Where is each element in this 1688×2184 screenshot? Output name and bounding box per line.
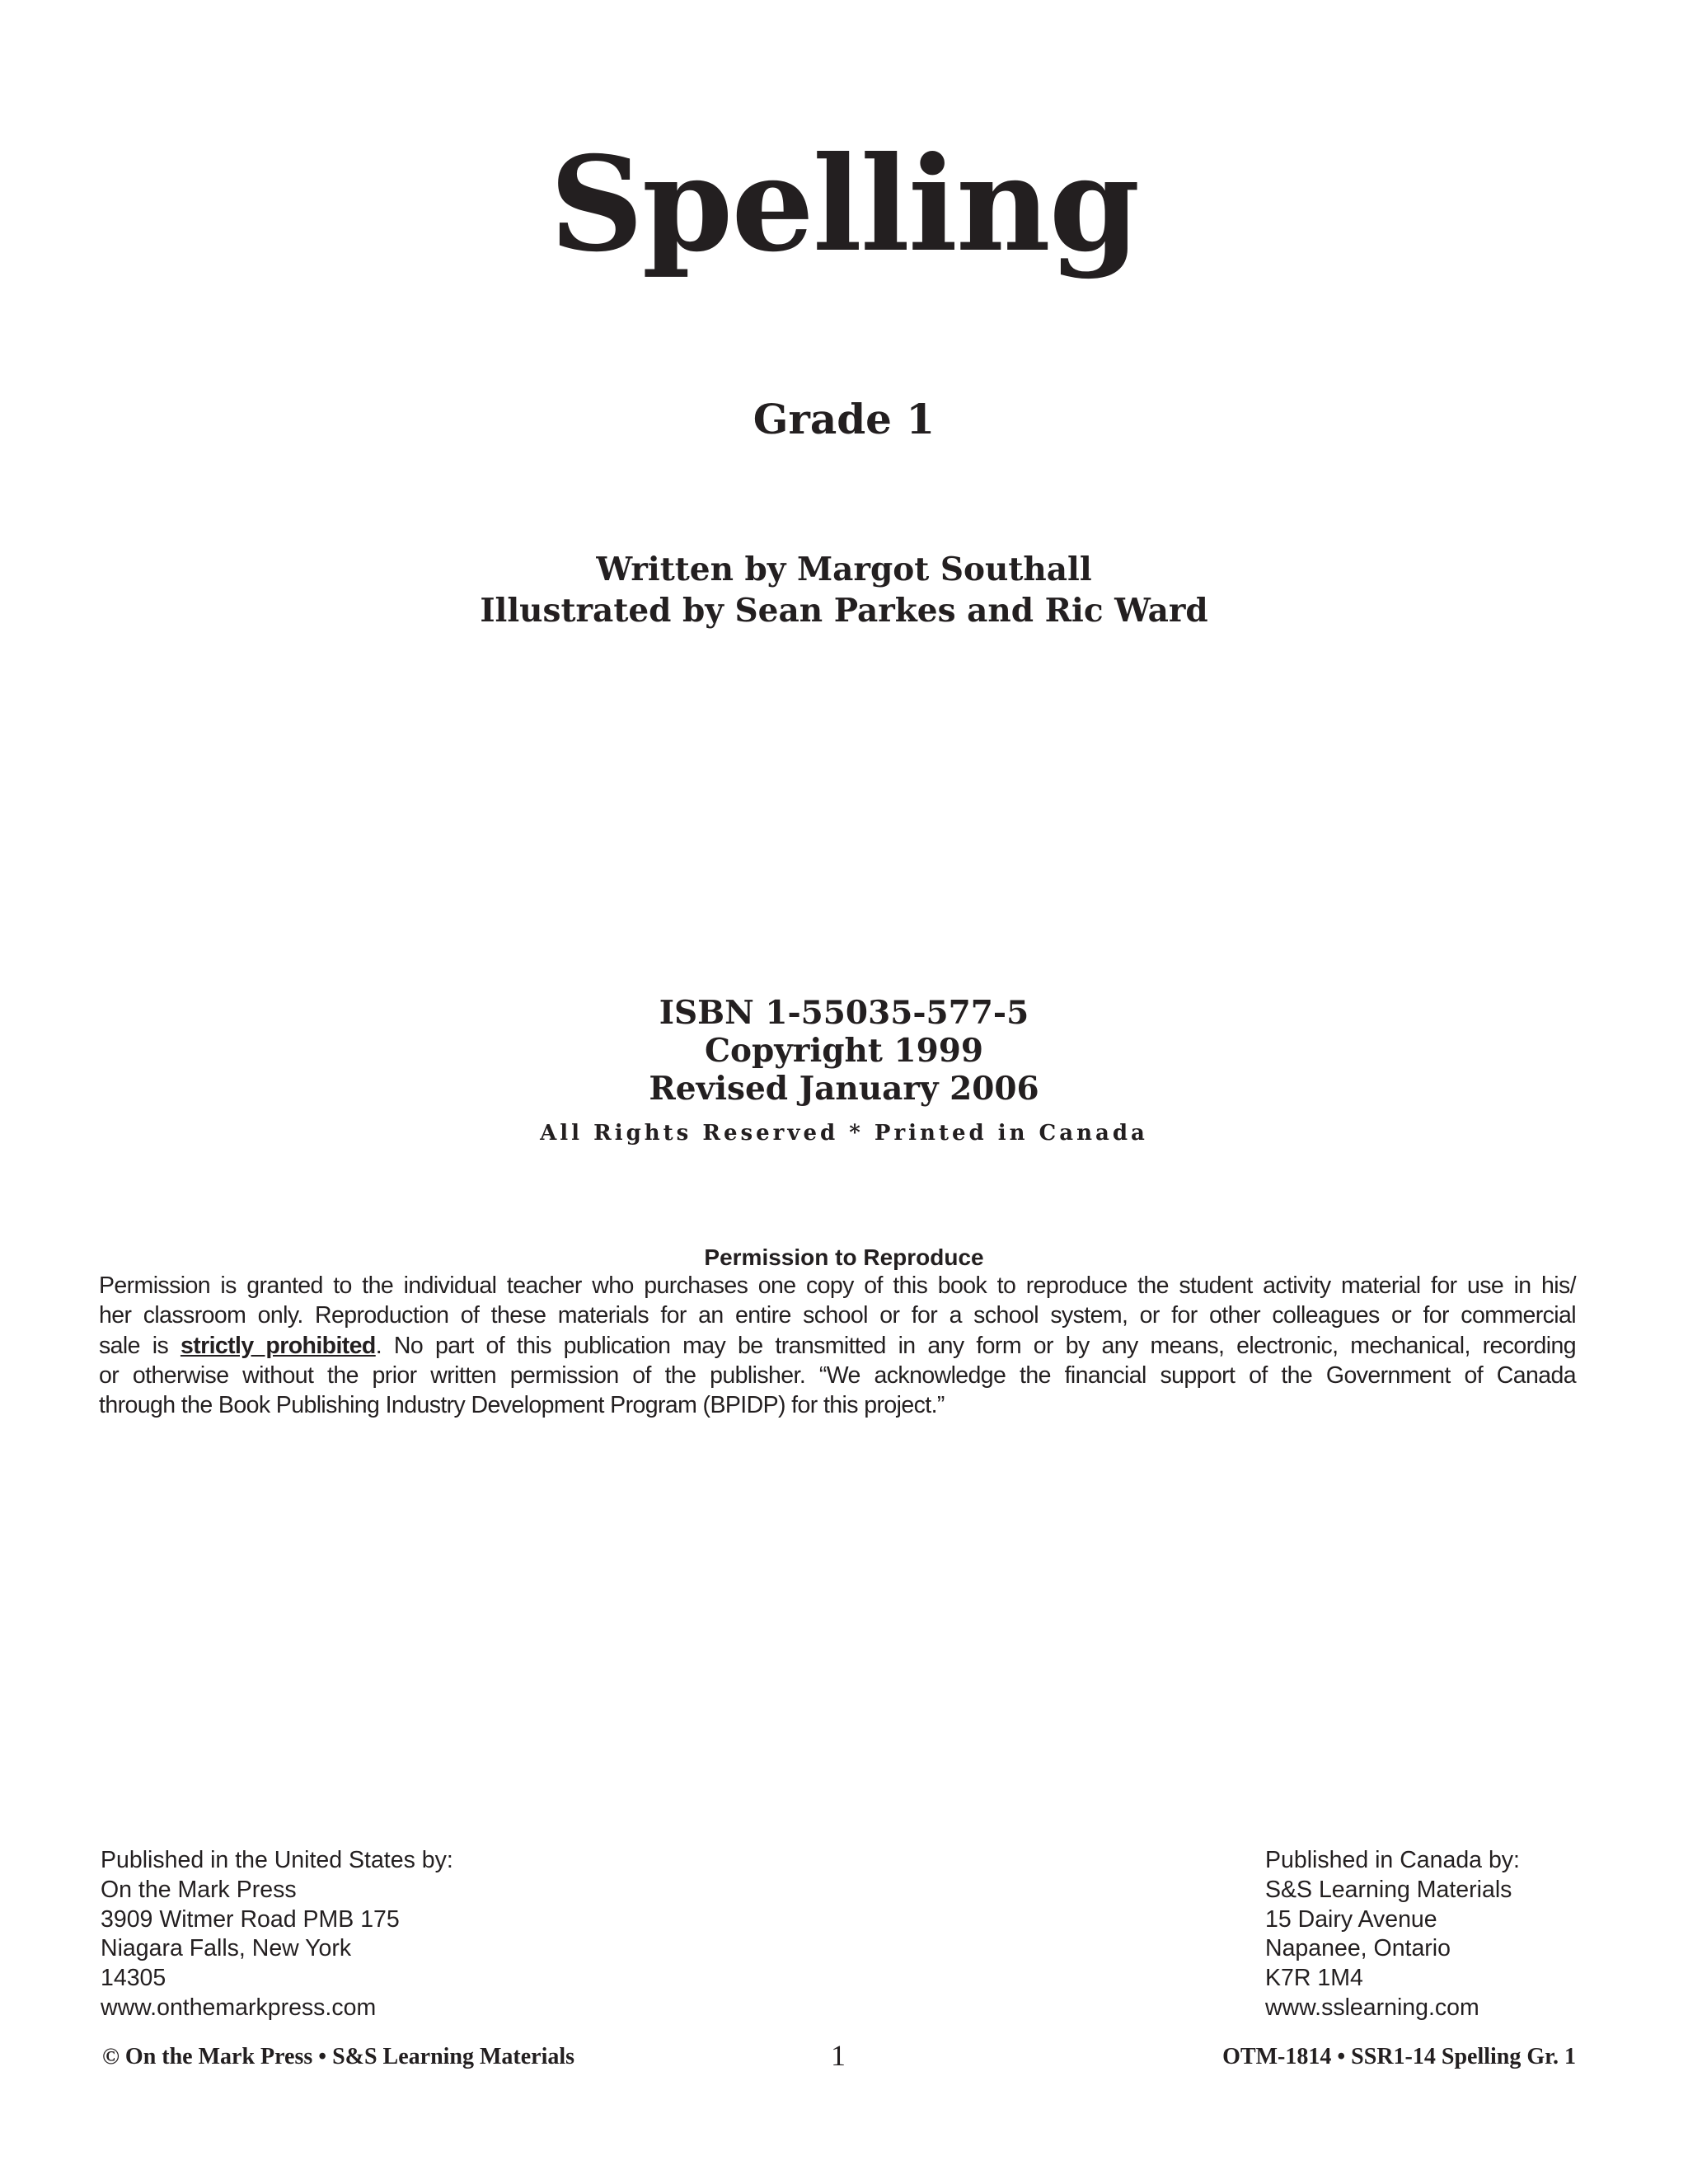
us-publisher-postal: 14305 [101, 1965, 166, 1992]
author-credit: Written by Margot Southall [596, 551, 1092, 588]
us-publisher-name: On the Mark Press [101, 1876, 297, 1903]
canada-publisher-label: Published in Canada by: [1265, 1847, 1520, 1873]
footer-publisher: © On the Mark Press • S&S Learning Materials [102, 2044, 575, 2069]
us-publisher-city: Niagara Falls, New York [101, 1935, 352, 1962]
canada-publisher-postal: K7R 1M4 [1265, 1965, 1363, 1992]
book-title: Spelling [549, 129, 1139, 281]
revision-date: Revised January 2006 [649, 1070, 1039, 1108]
canada-publisher-name: S&S Learning Materials [1265, 1876, 1512, 1903]
rights-notice: All Rights Reserved * Printed in Canada [540, 1121, 1148, 1146]
page-number: 1 [831, 2039, 846, 2072]
us-publisher-website: www.onthemarkpress.com [101, 1994, 377, 2021]
us-publisher-label: Published in the United States by: [101, 1847, 453, 1873]
permission-line: or otherwise without the prior written permission of the publisher. “We acknowledge the financial support of the Government of Canada [99, 1361, 1576, 1389]
permission-line: her classroom only. Reproduction of these materials for an entire school or for a school system, or for other colleagues or for commercial [99, 1302, 1576, 1329]
isbn: ISBN 1-55035-577-5 [659, 994, 1029, 1032]
permission-text [99, 1271, 1576, 1420]
permission-heading: Permission to Reproduce [704, 1244, 984, 1270]
us-publisher-address [101, 1846, 453, 2023]
illustrator-credit: Illustrated by Sean Parkes and Ric Ward [480, 592, 1208, 630]
canada-publisher-website: www.sslearning.com [1265, 1994, 1479, 2021]
permission-line: through the Book Publishing Industry Development Program (BPIDP) for this project.” [99, 1392, 945, 1419]
footer-product-code: OTM-1814 • SSR1-14 Spelling Gr. 1 [1222, 2044, 1576, 2069]
canada-publisher-address [1265, 1846, 1520, 2023]
us-publisher-street: 3909 Witmer Road PMB 175 [101, 1905, 400, 1933]
permission-line: Permission is granted to the individual teacher who purchases one copy of this book to reproduce the student activity material for use in his/ [99, 1272, 1576, 1299]
grade-label: Grade 1 [753, 395, 935, 443]
copyright: Copyright 1999 [704, 1032, 984, 1070]
permission-line: sale is strictly prohibited. No part of this publication may be transmitted in any form or by any means, electronic, mechanical, recording [99, 1332, 1577, 1359]
canada-publisher-street: 15 Dairy Avenue [1265, 1905, 1437, 1933]
prohibited-emphasis: strictly prohibited [180, 1332, 376, 1359]
canada-publisher-city: Napanee, Ontario [1265, 1935, 1451, 1962]
